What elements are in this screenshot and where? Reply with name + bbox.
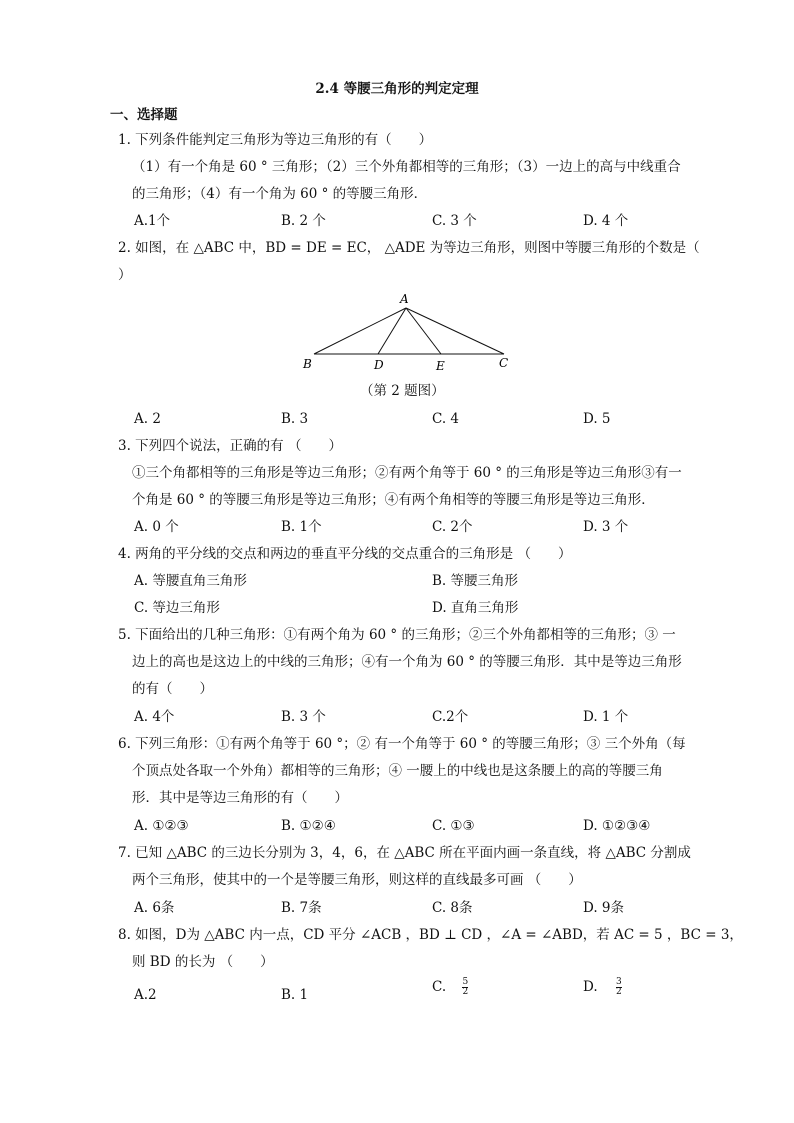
q1-stem: 1. 下列条件能判定三角形为等边三角形的有（ ） bbox=[118, 132, 433, 148]
q6-stem: 6. 下列三角形：①有两个角等于 60 °；② 有一个角等于 60 ° 的等腰三角形；③ 三个外角（每 bbox=[118, 736, 686, 752]
q1-line2: （1）有一个角是 60 ° 三角形；（2）三个外角都相等的三角形；（3）一边上的高与中线重合 bbox=[132, 159, 681, 175]
q1-option-a: A.1个 bbox=[134, 213, 171, 229]
q8-option-d bbox=[583, 978, 622, 997]
page-title: 2.4 等腰三角形的判定定理 bbox=[315, 81, 479, 97]
q6-line2: 个顶点处各取一个外角）都相等的三角形；④ 一腰上的中线也是这条腰上的高的等腰三角 bbox=[132, 763, 663, 779]
q3-option-b: B. 1个 bbox=[281, 519, 322, 535]
label-e: E bbox=[436, 359, 445, 373]
q2-figure-caption: （第 2 题图） bbox=[360, 383, 445, 399]
segment-ae bbox=[406, 308, 441, 354]
q2-line2: ） bbox=[118, 267, 132, 283]
q6-option-d: D. ①②③④ bbox=[583, 818, 651, 834]
q3-option-a: A. 0 个 bbox=[134, 519, 179, 535]
label-d: D bbox=[374, 358, 384, 372]
q7-option-c: C. 8条 bbox=[432, 900, 473, 916]
q1-option-d: D. 4 个 bbox=[583, 213, 629, 229]
segment-ac bbox=[406, 308, 504, 354]
q7-option-a: A. 6条 bbox=[134, 900, 175, 916]
q8-option-c-label: C. bbox=[432, 979, 447, 995]
q2-option-b: B. 3 bbox=[281, 411, 309, 427]
q1-line3: 的三角形；（4）有一个角为 60 ° 的等腰三角形． bbox=[132, 186, 428, 202]
q3-stem: 3. 下列四个说法，正确的有 （ ） bbox=[118, 438, 342, 454]
q5-option-a: A. 4个 bbox=[134, 709, 175, 725]
q4-option-d: D. 直角三角形 bbox=[432, 600, 519, 616]
q2-option-d: D. 5 bbox=[583, 411, 611, 427]
q3-option-d: D. 3 个 bbox=[583, 519, 629, 535]
q5-option-d: D. 1 个 bbox=[583, 709, 629, 725]
q3-line3: 个角是 60 ° 的等腰三角形是等边三角形；④有两个角相等的等腰三角形是等边三角形． bbox=[132, 492, 655, 508]
q8-option-b: B. 1 bbox=[281, 987, 309, 1003]
q3-option-c: C. 2个 bbox=[432, 519, 473, 535]
q5-option-c: C.2个 bbox=[432, 709, 469, 725]
q8-option-c-numerator: 5 bbox=[462, 977, 469, 987]
q4-option-a: A. 等腰直角三角形 bbox=[134, 573, 247, 589]
q7-option-b: B. 7条 bbox=[281, 900, 322, 916]
q6-line3: 形．其中是等边三角形的有（ ） bbox=[132, 790, 348, 806]
q8-option-d-denominator: 2 bbox=[615, 987, 622, 997]
q4-stem: 4. 两角的平分线的交点和两边的垂直平分线的交点重合的三角形是 （ ） bbox=[118, 546, 572, 562]
label-a: A bbox=[400, 292, 409, 306]
q4-option-b: B. 等腰三角形 bbox=[432, 573, 519, 589]
triangle-figure bbox=[300, 290, 520, 375]
q5-line3: 的有（ ） bbox=[132, 681, 213, 697]
q8-option-d-label: D. bbox=[583, 979, 598, 995]
q8-option-c-denominator: 2 bbox=[462, 987, 469, 997]
q8-stem: 8. 如图，D为 △ABC 内一点，CD 平分 ∠ACB ，BD ⊥ CD ，∠A = ∠ABD，若 AC = 5 ，BC = 3， bbox=[118, 927, 743, 943]
q8-option-d-fraction bbox=[616, 978, 622, 997]
q8-line2: 则 BD 的长为 （ ） bbox=[132, 954, 274, 970]
q5-line2: 边上的高也是这边上的中线的三角形；④有一个角为 60 ° 的等腰三角形．其中是等边三角形 bbox=[132, 654, 682, 670]
q6-option-c: C. ①③ bbox=[432, 818, 475, 834]
label-c: C bbox=[499, 356, 509, 370]
q8-option-c bbox=[432, 978, 468, 997]
q4-option-c: C. 等边三角形 bbox=[134, 600, 220, 616]
q7-option-d: D. 9条 bbox=[583, 900, 625, 916]
q8-option-c-fraction bbox=[462, 978, 468, 997]
q5-option-b: B. 3 个 bbox=[281, 709, 326, 725]
q1-option-b: B. 2 个 bbox=[281, 213, 326, 229]
label-b: B bbox=[303, 357, 312, 371]
q5-stem: 5. 下面给出的几种三角形：①有两个角为 60 ° 的三角形；②三个外角都相等的三角形；③ 一 bbox=[118, 627, 676, 643]
q2-option-a: A. 2 bbox=[134, 411, 161, 427]
q6-option-b: B. ①②④ bbox=[281, 818, 336, 834]
q1-option-c: C. 3 个 bbox=[432, 213, 477, 229]
q2-option-c: C. 4 bbox=[432, 411, 460, 427]
q8-option-d-numerator: 3 bbox=[615, 977, 622, 987]
q3-line2: ①三个角都相等的三角形是等边三角形；②有两个角等于 60 ° 的三角形是等边三角形③有一 bbox=[132, 465, 682, 481]
q7-line2: 两个三角形，使其中的一个是等腰三角形，则这样的直线最多可画 （ ） bbox=[132, 872, 582, 888]
q8-option-a: A.2 bbox=[134, 987, 157, 1003]
q7-stem: 7. 已知 △ABC 的三边长分别为 3，4，6，在 △ABC 所在平面内画一条直线，将 △ABC 分割成 bbox=[118, 845, 691, 861]
q6-option-a: A. ①②③ bbox=[134, 818, 189, 834]
q2-stem: 2. 如图，在 △ABC 中，BD = DE = EC， △ADE 为等边三角形，则图中等腰三角形的个数是（ bbox=[118, 240, 700, 256]
section-heading: 一、选择题 bbox=[110, 107, 178, 123]
